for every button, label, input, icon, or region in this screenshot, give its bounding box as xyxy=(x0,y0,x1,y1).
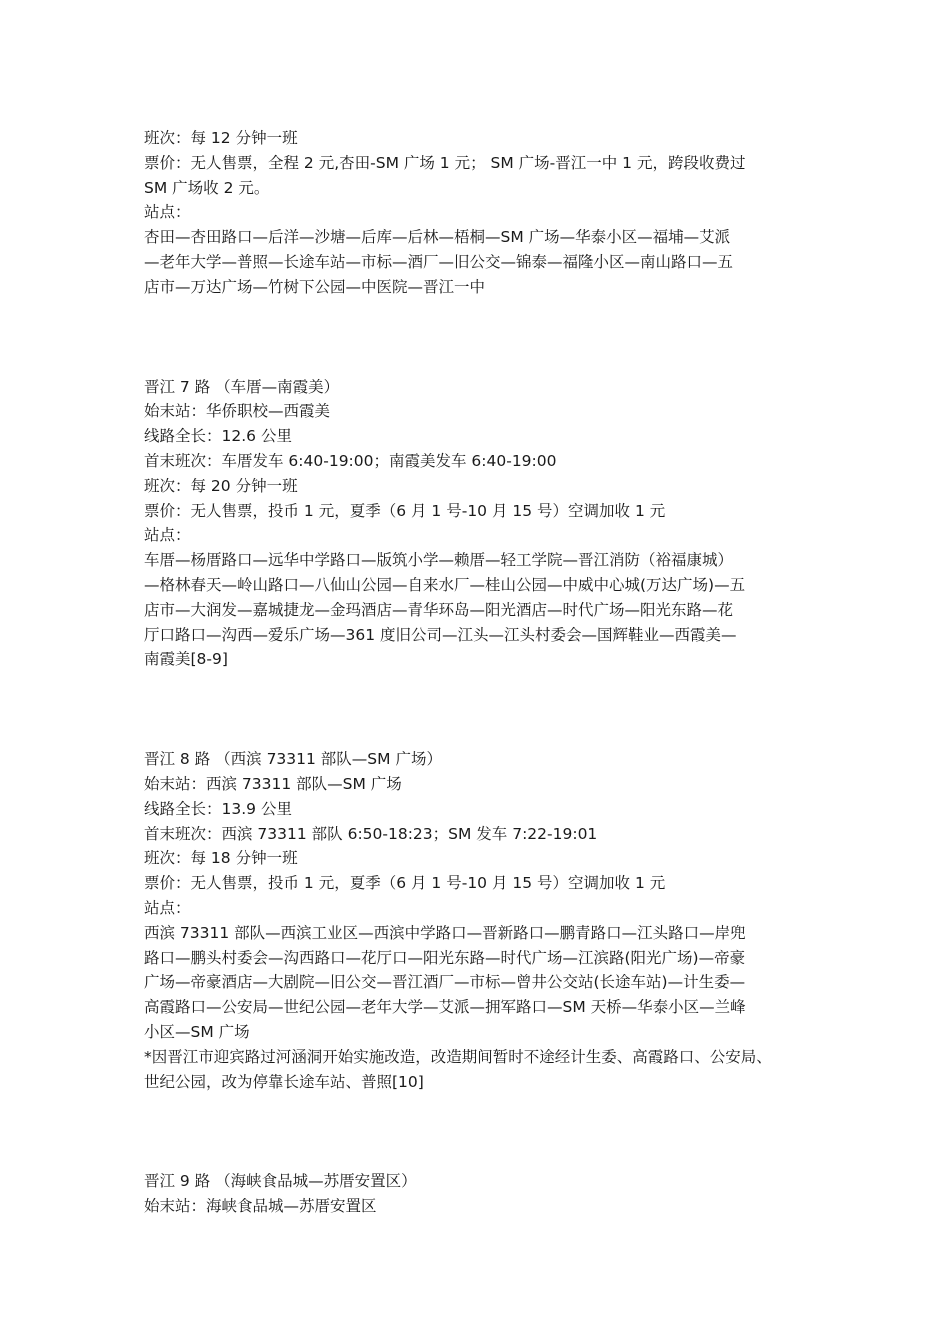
route7-fare: 票价：无人售票，投币 1 元，夏季（6 月 1 号-10 月 15 号）空调加收 1 元 xyxy=(144,501,666,520)
section-spacer xyxy=(144,300,824,375)
route7-stops-label: 站点： xyxy=(144,526,191,545)
route8-schedule: 首末班次：西滨 73311 部队 6:50-18:23；SM 发车 7:22-19:01 xyxy=(144,824,598,843)
route9-title: 晋江 9 路 （海峡食品城—苏厝安置区） xyxy=(144,1172,417,1191)
route6-stops-line-2: —老年大学—普照—长途车站—市标—酒厂—旧公交—锦泰—福隆小区—南山路口—五 xyxy=(144,252,734,271)
route6-tail-section xyxy=(144,126,824,300)
section-spacer xyxy=(144,1094,824,1169)
route7-stops-line-4: 厅口路口—沟西—爱乐广场—361 度旧公司—江头—江头村委会—国辉鞋业—西霞美— xyxy=(144,625,737,644)
route8-section xyxy=(144,747,824,1094)
route7-section xyxy=(144,375,824,673)
route6-frequency: 班次：每 12 分钟一班 xyxy=(144,129,298,147)
route6-fare-line-1: 票价：无人售票，全程 2 元,杏田-SM 广场 1 元； SM 广场-晋江一中 1 元，跨段收费过 xyxy=(144,153,746,172)
route7-stops-line-2: —格林春天—岭山路口—八仙山公园—自来水厂—桂山公园—中威中心城(万达广场)—五 xyxy=(144,575,746,594)
route7-schedule: 首末班次：车厝发车 6:40-19:00；南霞美发车 6:40-19:00 xyxy=(144,451,557,470)
route7-length: 线路全长：12.6 公里 xyxy=(144,427,292,446)
document-page xyxy=(144,126,824,1219)
route7-stops-line-1: 车厝—杨厝路口—远华中学路口—版筑小学—赖厝—轻工学院—晋江消防（裕福康城） xyxy=(144,551,734,570)
route8-length: 线路全长：13.9 公里 xyxy=(144,799,292,818)
route8-title: 晋江 8 路 （西滨 73311 部队—SM 广场） xyxy=(144,750,442,769)
route7-title: 晋江 7 路 （车厝—南霞美） xyxy=(144,377,340,396)
route7-stops-line-3: 店市—大润发—嘉城捷龙—金玛酒店—青华环岛—阳光酒店—时代广场—阳光东路—花 xyxy=(144,600,734,619)
route8-note-line-2: 世纪公园，改为停靠长途车站、普照[10] xyxy=(144,1072,424,1091)
route6-stops-line-3: 店市—万达广场—竹树下公园—中医院—晋江一中 xyxy=(144,277,486,296)
route8-stops-line-4: 高霞路口—公安局—世纪公园—老年大学—艾派—拥军路口—SM 天桥—华泰小区—兰峰 xyxy=(144,998,746,1017)
route6-stops-label: 站点： xyxy=(144,203,191,222)
section-spacer xyxy=(144,672,824,747)
route8-frequency: 班次：每 18 分钟一班 xyxy=(144,849,298,868)
route6-stops-line-1: 杏田—杏田路口—后洋—沙塘—后库—后林—梧桐—SM 广场—华泰小区—福埔—艾派 xyxy=(144,228,731,247)
route7-stops-line-5: 南霞美[8-9] xyxy=(144,650,228,669)
route8-note-line-1: *因晋江市迎宾路过河涵洞开始实施改造，改造期间暂时不途经计生委、高霞路口、公安局、 xyxy=(144,1047,772,1066)
route9-terminals: 始末站：海峡食品城—苏厝安置区 xyxy=(144,1197,377,1216)
route8-stops-label: 站点： xyxy=(144,898,191,917)
route8-stops-line-5: 小区—SM 广场 xyxy=(144,1022,250,1041)
route8-stops-line-2: 路口—鹏头村委会—沟西路口—花厅口—阳光东路—时代广场—江滨路(阳光广场)—帝豪 xyxy=(144,948,746,967)
route9-section xyxy=(144,1169,824,1219)
route8-fare: 票价：无人售票，投币 1 元，夏季（6 月 1 号-10 月 15 号）空调加收 1 元 xyxy=(144,874,666,893)
route8-stops-line-3: 广场—帝豪酒店—大剧院—旧公交—晋江酒厂—市标—曾井公交站(长途车站)—计生委— xyxy=(144,973,746,992)
route6-fare-line-2: SM 广场收 2 元。 xyxy=(144,178,270,197)
route8-stops-line-1: 西滨 73311 部队—西滨工业区—西滨中学路口—晋新路口—鹏青路口—江头路口—岸兜 xyxy=(144,923,746,942)
route8-terminals: 始末站：西滨 73311 部队—SM 广场 xyxy=(144,774,402,793)
route7-frequency: 班次：每 20 分钟一班 xyxy=(144,476,298,495)
route7-terminals: 始末站：华侨职校—西霞美 xyxy=(144,402,331,421)
